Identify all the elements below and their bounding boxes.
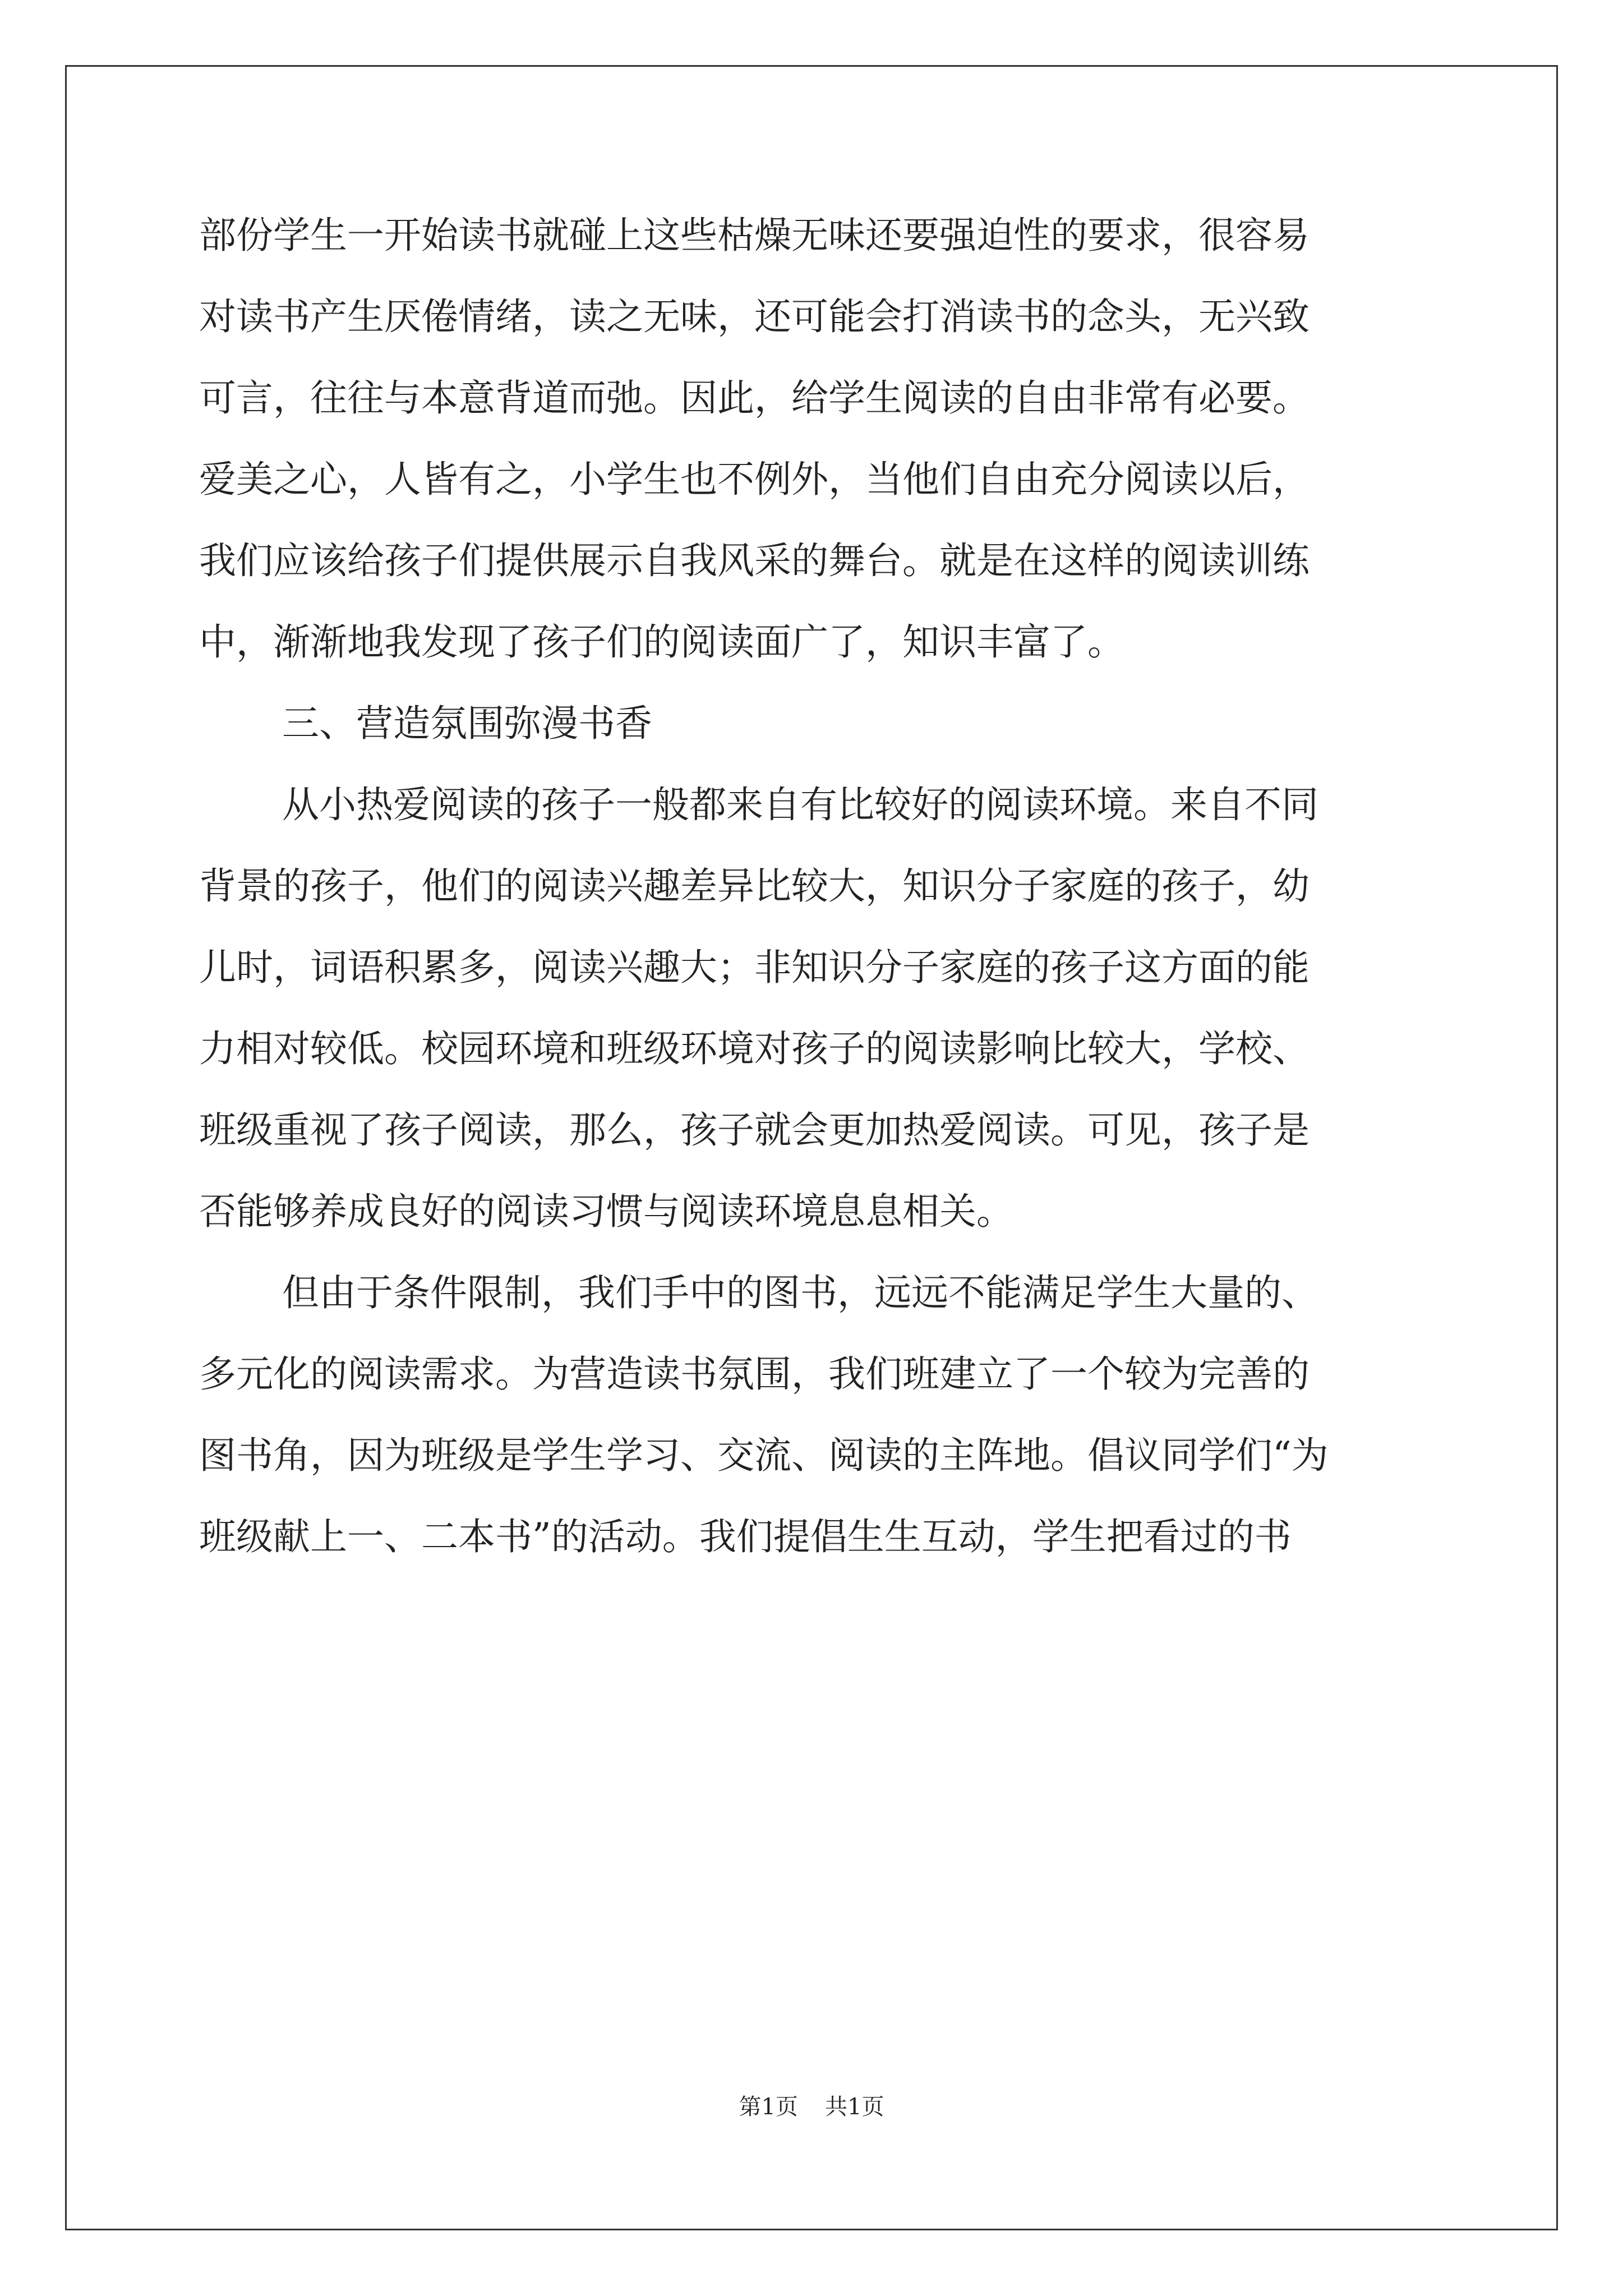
text-line: 可言，往往与本意背道而弛。因此，给学生阅读的自由非常有必要。 [199, 376, 1310, 420]
text-line: 背景的孩子，他们的阅读兴趣差异比较大，知识分子家庭的孩子，幼 [199, 864, 1310, 908]
text-line: 部份学生一开始读书就碰上这些枯燥无味还要强迫性的要求，很容易 [199, 214, 1310, 257]
text-line: 班级献上一、二本书”的活动。我们提倡生生互动，学生把看过的书 [199, 1515, 1292, 1558]
text-line: 力相对较低。校园环境和班级环境对孩子的阅读影响比较大，学校、 [199, 1027, 1310, 1070]
text-line: 但由于条件限制，我们手中的图书，远远不能满足学生大量的、 [282, 1271, 1318, 1314]
text-line: 从小热爱阅读的孩子一般都来自有比较好的阅读环境。来自不同 [282, 783, 1318, 826]
page-count: 共1页 [825, 2094, 884, 2120]
section-heading: 三、营造氛围弥漫书香 [282, 702, 652, 745]
text-line: 否能够养成良好的阅读习惯与阅读环境息息相关。 [199, 1190, 1013, 1233]
page-footer [0, 2090, 1623, 2124]
text-line: 多元化的阅读需求。为营造读书氛围，我们班建立了一个较为完善的 [199, 1352, 1310, 1396]
text-line: 图书角，因为班级是学生学习、交流、阅读的主阵地。倡议同学们“为 [199, 1434, 1329, 1477]
page-number: 第1页 [739, 2094, 798, 2120]
text-line: 爱美之心，人皆有之，小学生也不例外，当他们自由充分阅读以后， [199, 458, 1310, 501]
text-line: 中，渐渐地我发现了孩子们的阅读面广了，知识丰富了。 [199, 620, 1124, 664]
text-line: 儿时，词语积累多，阅读兴趣大；非知识分子家庭的孩子这方面的能 [199, 946, 1310, 989]
text-line: 我们应该给孩子们提供展示自我风采的舞台。就是在这样的阅读训练 [199, 539, 1310, 582]
text-line: 对读书产生厌倦情绪，读之无味，还可能会打消读书的念头，无兴致 [199, 295, 1310, 338]
text-line: 班级重视了孩子阅读，那么，孩子就会更加热爱阅读。可见，孩子是 [199, 1108, 1310, 1152]
